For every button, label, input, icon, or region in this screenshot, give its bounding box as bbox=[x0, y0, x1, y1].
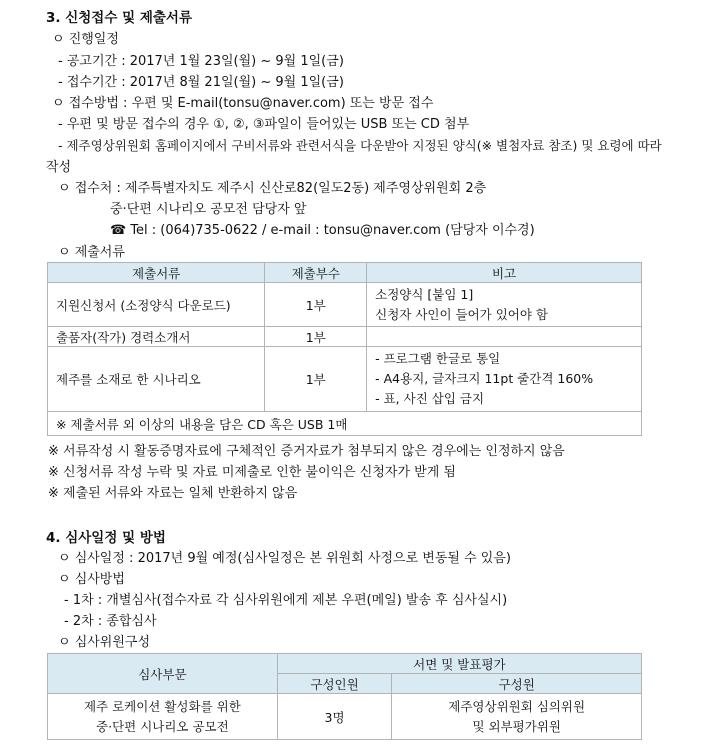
review-step-2: - 2차 : 종합심사 bbox=[64, 614, 157, 629]
review-schedule: ㅇ 심사일정 : 2017년 9월 예정(심사일정은 본 위원회 사정으로 변동될 수 있음) bbox=[58, 551, 511, 566]
receipt-method: ㅇ 접수방법 : 우편 및 E-mail(tonsu@naver.com) 또는 방문 접수 bbox=[52, 96, 434, 111]
receipt-address-2: 중·단편 시나리오 공모전 담당자 앞 bbox=[110, 202, 307, 217]
docs-table bbox=[47, 262, 642, 436]
section-3-title: 3. 신청접수 및 제출서류 bbox=[46, 10, 192, 26]
committee-category bbox=[48, 694, 278, 740]
table-row bbox=[48, 347, 642, 412]
docs-table-footnote: ※ 제출서류 외 이상의 내용을 담은 CD 혹은 USB 1매 bbox=[48, 412, 642, 436]
contact-line: ☎ Tel : (064)735-0622 / e-mail : tonsu@naver.com (담당자 이수경) bbox=[110, 223, 535, 238]
method-note-1: - 우편 및 방문 접수의 경우 ①, ②, ③파일이 들어있는 USB 또는 CD 첨부 bbox=[58, 117, 470, 132]
committee-col-count: 구성인원 bbox=[277, 674, 392, 694]
announce-period: - 공고기간 : 2017년 1월 23일(월) ~ 9월 1일(금) bbox=[58, 54, 344, 69]
committee-heading: ㅇ 심사위원구성 bbox=[58, 635, 151, 650]
committee-category-line: 제주 로케이션 활성화를 위한 bbox=[83, 698, 241, 714]
committee-category-line: 중·단편 시나리오 공모전 bbox=[96, 718, 229, 734]
doc-copies: 1부 bbox=[265, 327, 367, 347]
doc-copies: 1부 bbox=[265, 347, 367, 412]
doc-name: 지원신청서 (소정양식 다운로드) bbox=[48, 283, 265, 327]
doc-note bbox=[367, 347, 642, 412]
doc-note-line: - 표, 사진 삽입 금지 bbox=[375, 391, 485, 406]
schedule-heading: ㅇ 진행일정 bbox=[52, 32, 119, 47]
section-4-title: 4. 심사일정 및 방법 bbox=[46, 530, 166, 546]
note-line: ※ 신청서류 작성 누락 및 자료 미제출로 인한 불이익은 신청자가 받게 됨 bbox=[48, 465, 456, 480]
doc-note bbox=[367, 283, 642, 327]
doc-note-line: - A4용지, 글자크지 11pt 줄간격 160% bbox=[375, 371, 594, 386]
receipt-period: - 접수기간 : 2017년 8월 21일(월) ~ 9월 1일(금) bbox=[58, 75, 344, 90]
doc-name: 제주를 소재로 한 시나리오 bbox=[48, 347, 265, 412]
committee-members bbox=[392, 694, 642, 740]
committee-col-members: 구성원 bbox=[392, 674, 642, 694]
docs-col-header: 제출서류 bbox=[48, 263, 265, 283]
committee-count: 3명 bbox=[277, 694, 392, 740]
table-row bbox=[48, 694, 642, 740]
doc-note-line: - 프로그램 한글로 통일 bbox=[375, 351, 501, 366]
doc-copies: 1부 bbox=[265, 283, 367, 327]
table-row bbox=[48, 283, 642, 327]
note-line: ※ 제출된 서류와 자료는 일체 반환하지 않음 bbox=[48, 486, 298, 501]
committee-members-line: 및 외부평가위원 bbox=[472, 718, 561, 734]
committee-table bbox=[47, 653, 642, 740]
docs-heading: ㅇ 제출서류 bbox=[58, 245, 125, 260]
method-note-2: - 제주영상위원회 홈페이지에서 구비서류와 관련서식을 다운받아 지정된 양식(※ 별첨자료 참조) 및 요령에 따라 bbox=[58, 138, 662, 153]
review-method-heading: ㅇ 심사방법 bbox=[58, 572, 125, 587]
doc-note bbox=[367, 327, 642, 347]
receipt-address: ㅇ 접수처 : 제주특별자치도 제주시 신산로82(일도2동) 제주영상위원회 2층 bbox=[58, 181, 487, 196]
note-line: ※ 서류작성 시 활동증명자료에 구체적인 증거자료가 첨부되지 않은 경우에는 인정하지 않음 bbox=[48, 444, 565, 459]
table-row bbox=[48, 327, 642, 347]
review-step-1: - 1차 : 개별심사(접수자료 각 심사위원에게 제본 우편(메일) 발송 후 심사실시) bbox=[64, 593, 508, 608]
committee-members-line: 제주영상위원회 심의위원 bbox=[448, 698, 586, 714]
committee-col-group: 서면 및 발표평가 bbox=[277, 654, 641, 674]
docs-col-header: 비고 bbox=[367, 263, 642, 283]
doc-name: 출품자(작가) 경력소개서 bbox=[48, 327, 265, 347]
docs-col-header: 제출부수 bbox=[265, 263, 367, 283]
doc-note-line: 신청자 사인이 들어가 있어야 함 bbox=[375, 306, 548, 322]
committee-col-category: 심사부문 bbox=[48, 654, 278, 694]
doc-note-line: 소정양식 [붙임 1] bbox=[375, 286, 474, 302]
method-note-2-cont: 작성 bbox=[46, 160, 72, 175]
